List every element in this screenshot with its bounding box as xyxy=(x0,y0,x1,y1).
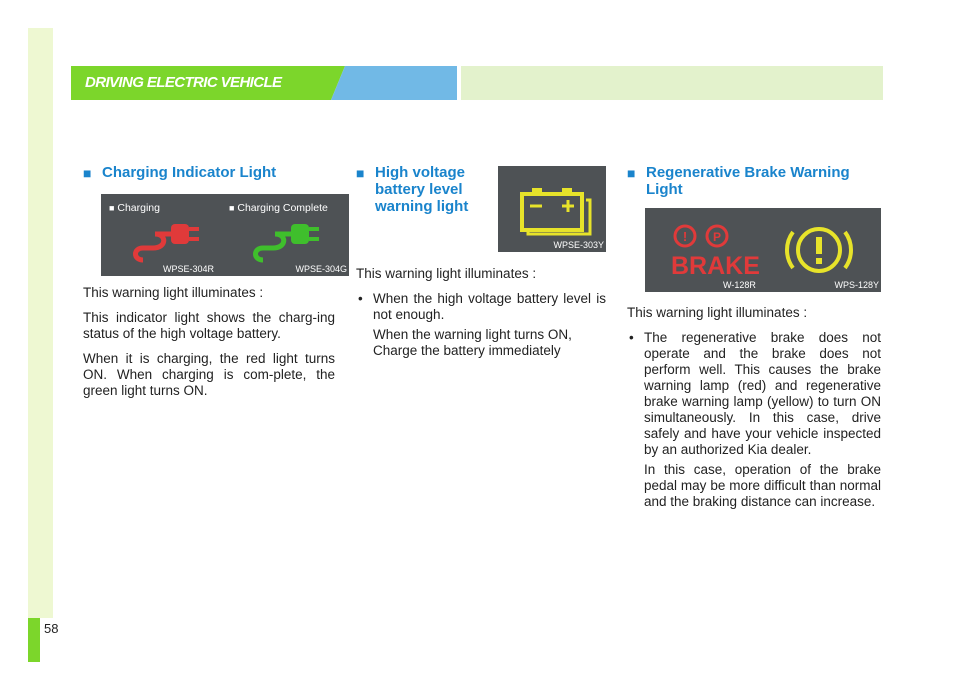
regen-bullet-1-text: The regenerative brake does not operate and the brake does not perform well. This causes the brake warning lamp (red) and regenerative brake warning lamp (yellow) to turn ON simultaneously. In this case, drive safely and have your vehicle inspected by an authorized Kia dealer. xyxy=(644,330,881,457)
charging-title xyxy=(83,164,335,181)
red-plug-icon xyxy=(131,214,201,264)
battery-p1: This warning light illuminates : xyxy=(356,266,537,281)
regen-bullet-1 xyxy=(627,330,881,458)
section-header xyxy=(71,66,883,100)
charging-p2: This indicator light shows the charg-ing status of the high voltage battery. xyxy=(83,310,335,341)
charging-indicator-section xyxy=(83,164,347,408)
panel-label-charging: ■ Charging xyxy=(109,202,160,214)
section-title: DRIVING ELECTRIC VEHICLE xyxy=(85,74,282,91)
left-page-tab xyxy=(28,618,40,662)
square-bullet-icon: ■ xyxy=(627,165,636,181)
panel-label-charging-complete: ■ Charging Complete xyxy=(229,202,328,214)
regen-brake-section xyxy=(627,164,881,519)
battery-title-text: High voltage battery level warning light xyxy=(375,164,469,215)
battery-icon xyxy=(512,180,596,236)
regen-bullet-1-sub: In this case, operation of the brake pedal may be more difficult than normal and the braking distance can increase. xyxy=(644,462,881,509)
charging-title-text: Charging Indicator Light xyxy=(102,164,277,181)
figure-code-left: W-128R xyxy=(723,280,756,290)
figure-code-right: WPS-128Y xyxy=(834,280,879,290)
svg-text:!: ! xyxy=(682,229,688,244)
page-number: 58 xyxy=(44,621,59,636)
regen-p1: This warning light illuminates : xyxy=(627,305,808,320)
battery-bullet-1-sub: When the warning light turns ON, Charge the battery immediately xyxy=(373,327,572,358)
battery-bullet-1-text: When the high voltage battery level is not enough. xyxy=(373,291,606,322)
bullet-dot-icon: • xyxy=(629,330,634,345)
brake-text: BRAKE xyxy=(671,252,760,278)
svg-text:P: P xyxy=(712,230,722,244)
regen-brake-warning-icon xyxy=(785,220,853,280)
charging-p3: When it is charging, the red light turns ON. When charging is com-plete, the green light turns ON. xyxy=(83,351,335,398)
square-bullet-icon: ■ xyxy=(83,165,92,181)
battery-warning-section xyxy=(356,164,606,368)
regen-title-text: Regenerative Brake Warning Light xyxy=(646,164,850,198)
battery-bullet-1 xyxy=(356,291,606,323)
left-margin-band xyxy=(28,28,53,618)
charging-indicator-panel xyxy=(101,194,349,276)
square-bullet-icon: ■ xyxy=(356,165,365,181)
figure-code-left: WPSE-304R xyxy=(163,264,215,274)
regen-brake-panel xyxy=(645,208,881,292)
bullet-dot-icon: • xyxy=(358,291,363,306)
brake-warning-icon xyxy=(671,222,761,278)
battery-title xyxy=(356,164,495,215)
figure-code-right: WPSE-304G xyxy=(295,264,347,274)
regen-title xyxy=(627,164,886,198)
battery-warning-panel xyxy=(498,166,606,252)
charging-p1: This warning light illuminates : xyxy=(83,285,264,300)
green-plug-icon xyxy=(251,214,321,264)
figure-code: WPSE-303Y xyxy=(553,240,604,250)
